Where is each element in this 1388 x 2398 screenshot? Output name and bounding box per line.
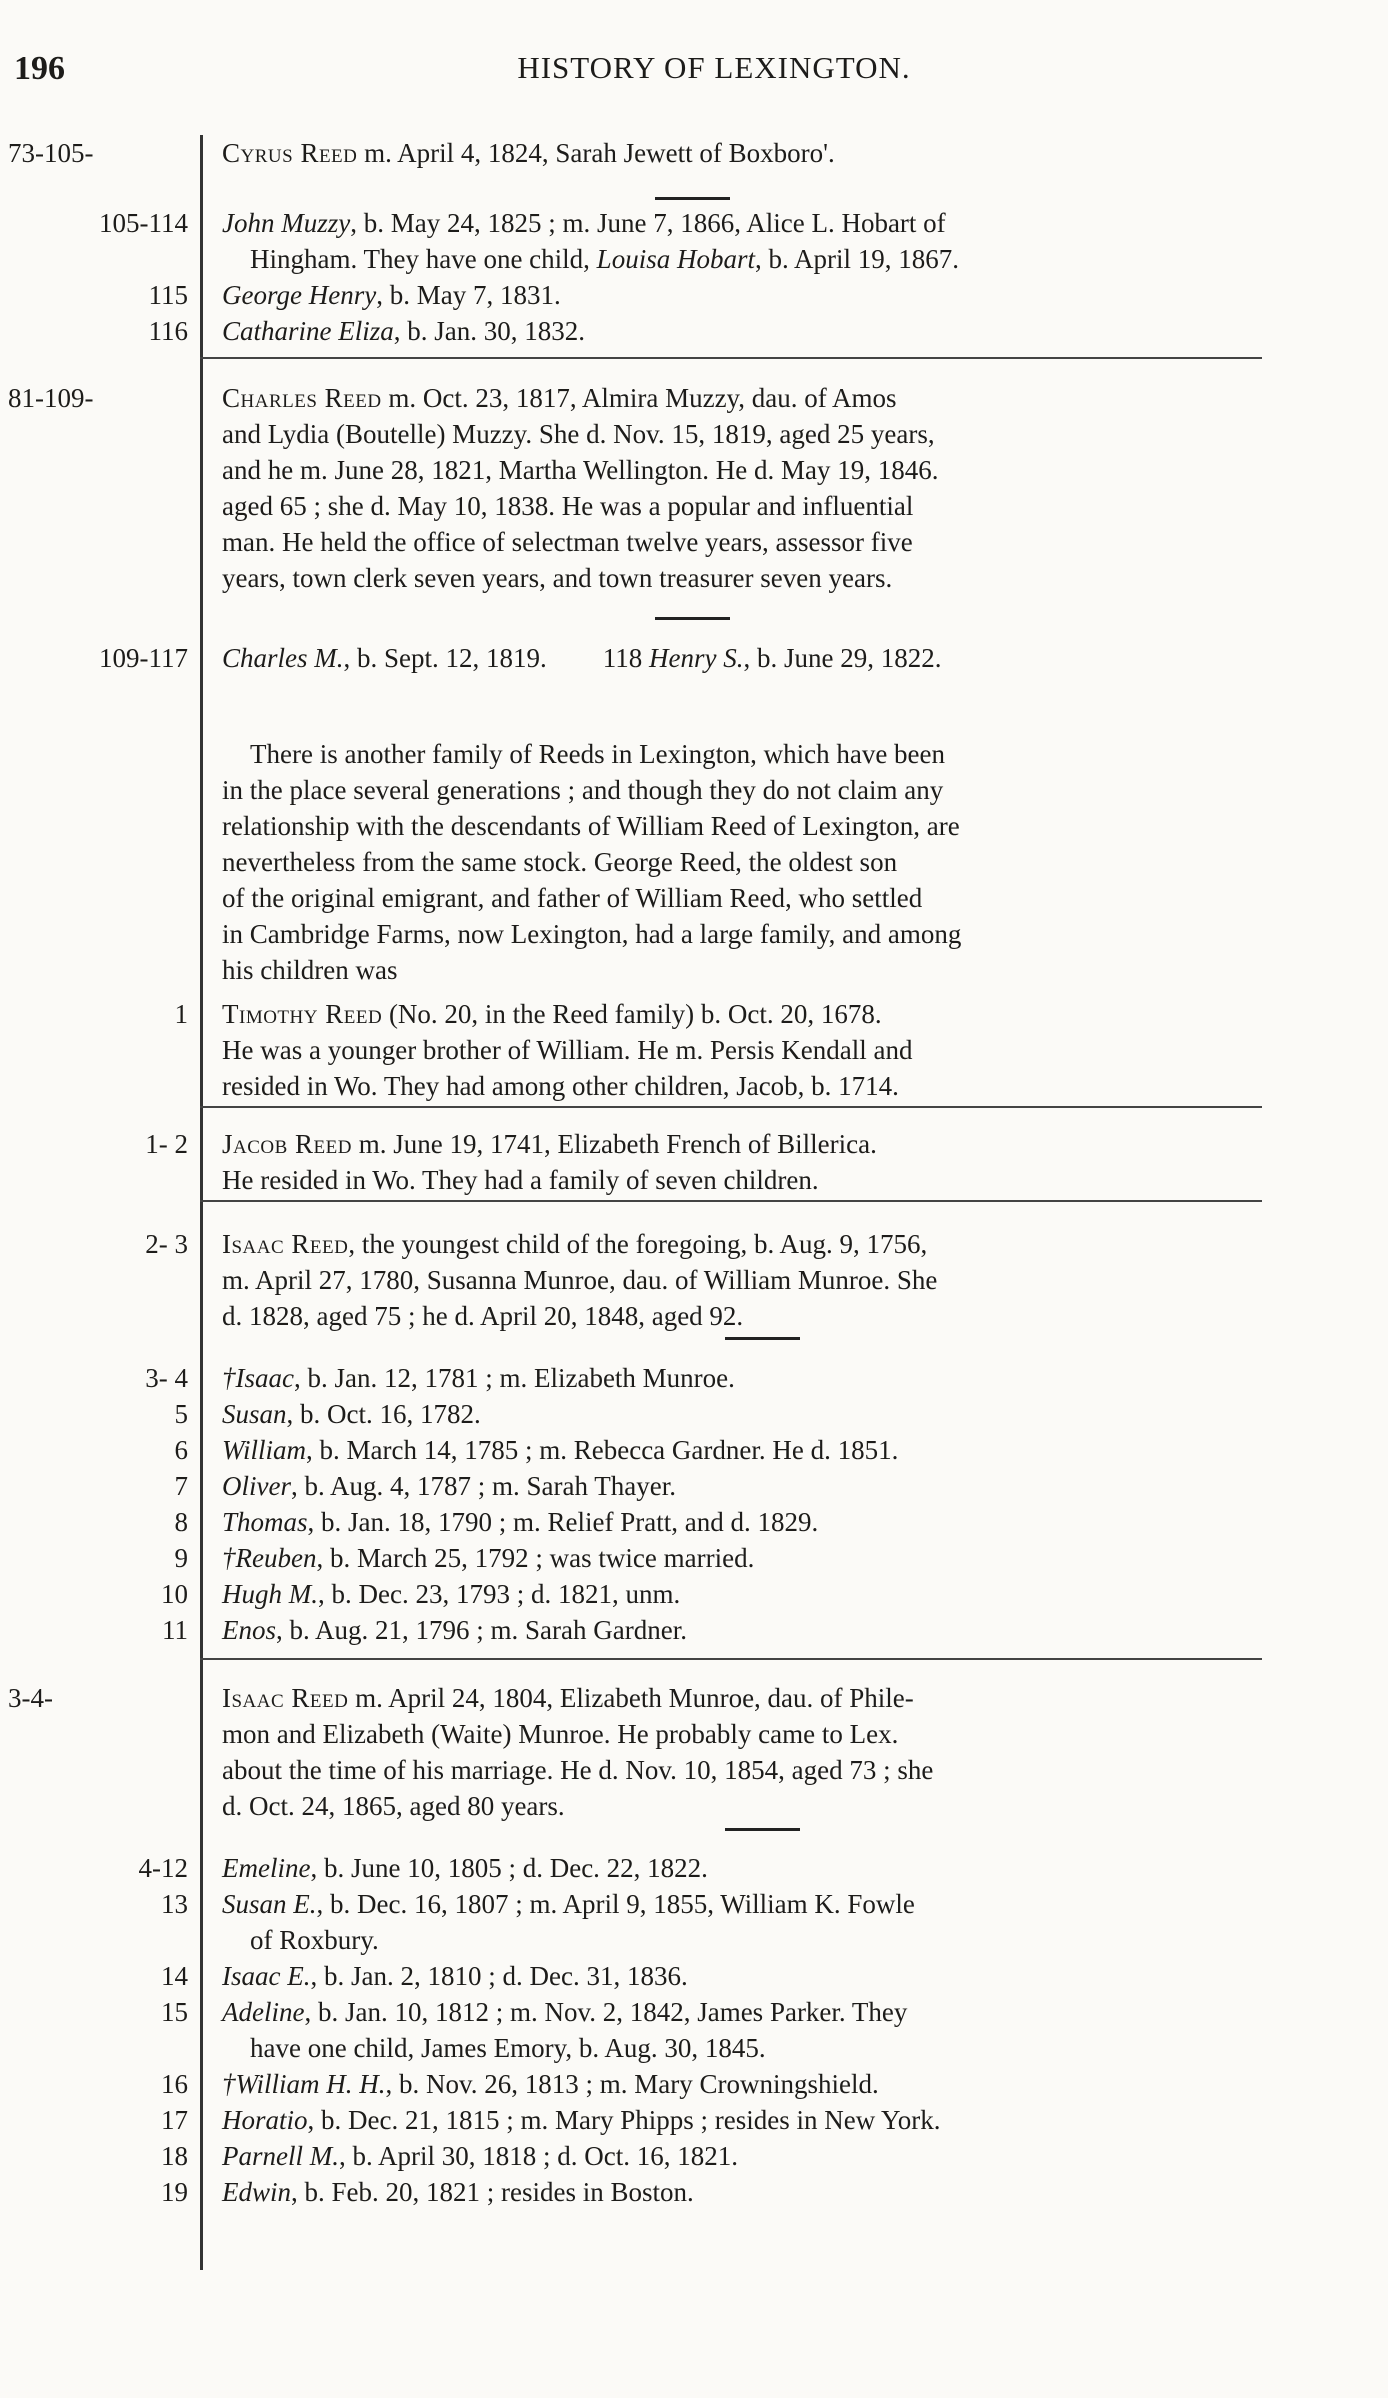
text-line: in Cambridge Farms, now Lexington, had a large family, and among: [222, 919, 962, 949]
entry-number: 1: [174, 999, 188, 1029]
child-line: Hugh M., b. Dec. 23, 1793 ; d. 1821, unm.: [222, 1579, 681, 1609]
text-line: years, town clerk seven years, and town treasurer seven years.: [222, 563, 893, 593]
child-number: 4-12: [138, 1853, 188, 1883]
text-line: resided in Wo. They had among other children, Jacob, b. 1714.: [222, 1071, 899, 1101]
entry-number: 81-109-: [8, 383, 94, 413]
child-number: 17: [161, 2105, 188, 2135]
child-line: †Reuben, b. March 25, 1792 ; was twice married.: [222, 1543, 755, 1573]
child-line-cont: have one child, James Emory, b. Aug. 30, 1845.: [250, 2033, 766, 2063]
text-line: relationship with the descendants of William Reed of Lexington, are: [222, 811, 960, 841]
section-divider: [200, 357, 1262, 359]
child-number: 5: [174, 1399, 188, 1429]
page-header: [0, 50, 1388, 100]
child-number: 3- 4: [145, 1363, 188, 1393]
text-line: about the time of his marriage. He d. Nov. 10, 1854, aged 73 ; she: [222, 1755, 934, 1785]
text-line: d. 1828, aged 75 ; he d. April 20, 1848, aged 92.: [222, 1301, 744, 1331]
child-number: 115: [148, 280, 188, 310]
child-number: 14: [161, 1961, 188, 1991]
child-number: 16: [161, 2069, 188, 2099]
child-number: 19: [161, 2177, 188, 2207]
text-line: and he m. June 28, 1821, Martha Wellington. He d. May 19, 1846.: [222, 455, 939, 485]
child-line: John Muzzy, b. May 24, 1825 ; m. June 7, 1866, Alice L. Hobart of: [222, 208, 946, 238]
entry-name: Jacob Reed: [222, 1129, 352, 1159]
text-line: of the original emigrant, and father of William Reed, who settled: [222, 883, 923, 913]
text-line: his children was: [222, 955, 398, 985]
child-number: 6: [174, 1435, 188, 1465]
child-line-cont: of Roxbury.: [250, 1925, 379, 1955]
child-number: 9: [174, 1543, 188, 1573]
child-line-cont: Hingham. They have one child, Louisa Hobart, b. April 19, 1867.: [250, 244, 959, 274]
child-line: Horatio, b. Dec. 21, 1815 ; m. Mary Phipps ; resides in New York.: [222, 2105, 941, 2135]
section-divider: [200, 1200, 1262, 1202]
child-line: Emeline, b. June 10, 1805 ; d. Dec. 22, 1822.: [222, 1853, 708, 1883]
text-line: There is another family of Reeds in Lexington, which have been: [250, 739, 946, 769]
child-line: Isaac E., b. Jan. 2, 1810 ; d. Dec. 31, 1836.: [222, 1961, 688, 1991]
child-line: George Henry, b. May 7, 1831.: [222, 280, 561, 310]
text-line: d. Oct. 24, 1865, aged 80 years.: [222, 1791, 565, 1821]
child-number: 11: [162, 1615, 188, 1645]
text-line: nevertheless from the same stock. George Reed, the oldest son: [222, 847, 898, 877]
page-number: 196: [14, 50, 65, 87]
children-rule: [725, 1337, 800, 1340]
child-number: 7: [174, 1471, 188, 1501]
children-rule: [655, 617, 730, 620]
entry-name: Isaac Reed: [222, 1229, 349, 1259]
child-line: Oliver, b. Aug. 4, 1787 ; m. Sarah Thayer.: [222, 1471, 676, 1501]
child-number: 15: [161, 1997, 188, 2027]
child-line: Adeline, b. Jan. 10, 1812 ; m. Nov. 2, 1842, James Parker. They: [222, 1997, 908, 2027]
text-line: aged 65 ; she d. May 10, 1838. He was a popular and influential: [222, 491, 914, 521]
child-number: 10: [161, 1579, 188, 1609]
entry-name: Isaac Reed: [222, 1683, 349, 1713]
child-line: Parnell M., b. April 30, 1818 ; d. Oct. 16, 1821.: [222, 2141, 738, 2171]
text-line: He was a younger brother of William. He m. Persis Kendall and: [222, 1035, 913, 1065]
entry-text: m. April 4, 1824, Sarah Jewett of Boxboro'.: [357, 138, 835, 168]
child-line: Susan E., b. Dec. 16, 1807 ; m. April 9, 1855, William K. Fowle: [222, 1889, 915, 1919]
child-number: 116: [148, 316, 188, 346]
entry-name: Timothy Reed: [222, 999, 383, 1029]
running-title: HISTORY OF LEXINGTON.: [517, 50, 911, 85]
text-line: mon and Elizabeth (Waite) Munroe. He probably came to Lex.: [222, 1719, 899, 1749]
child-line: Charles M., b. Sept. 12, 1819. 118 Henry S., b. June 29, 1822.: [222, 643, 942, 673]
children-rule: [725, 1828, 800, 1831]
child-line: William, b. March 14, 1785 ; m. Rebecca Gardner. He d. 1851.: [222, 1435, 899, 1465]
child-line: Enos, b. Aug. 21, 1796 ; m. Sarah Gardner.: [222, 1615, 687, 1645]
entry-number: 3-4-: [8, 1683, 53, 1713]
entry-number: 1- 2: [145, 1129, 188, 1159]
entry-name: Cyrus Reed: [222, 138, 358, 168]
child-line: Catharine Eliza, b. Jan. 30, 1832.: [222, 316, 586, 346]
text-line: and Lydia (Boutelle) Muzzy. She d. Nov. 15, 1819, aged 25 years,: [222, 419, 935, 449]
entry-number: 2- 3: [145, 1229, 188, 1259]
entry-name: Charles Reed: [222, 383, 382, 413]
child-number: 105-114: [99, 208, 188, 238]
text-line: man. He held the office of selectman twelve years, assessor five: [222, 527, 913, 557]
margin-rule: [200, 135, 203, 2270]
text-line: m. April 27, 1780, Susanna Munroe, dau. of William Munroe. She: [222, 1265, 938, 1295]
child-number: 8: [174, 1507, 188, 1537]
child-line: Thomas, b. Jan. 18, 1790 ; m. Relief Pratt, and d. 1829.: [222, 1507, 819, 1537]
child-number: 13: [161, 1889, 188, 1919]
children-rule: [655, 197, 730, 200]
child-line: †Isaac, b. Jan. 12, 1781 ; m. Elizabeth Munroe.: [222, 1363, 735, 1393]
text-line: He resided in Wo. They had a family of seven children.: [222, 1165, 819, 1195]
entry-number: 73-105-: [8, 138, 94, 168]
text-line: in the place several generations ; and though they do not claim any: [222, 775, 944, 805]
child-line: †William H. H., b. Nov. 26, 1813 ; m. Mary Crowningshield.: [222, 2069, 879, 2099]
section-divider: [200, 1658, 1262, 1660]
child-number: 18: [161, 2141, 188, 2171]
section-divider: [200, 1106, 1262, 1108]
child-line: Susan, b. Oct. 16, 1782.: [222, 1399, 481, 1429]
child-number: 109-117: [99, 643, 188, 673]
child-line: Edwin, b. Feb. 20, 1821 ; resides in Boston.: [222, 2177, 694, 2207]
